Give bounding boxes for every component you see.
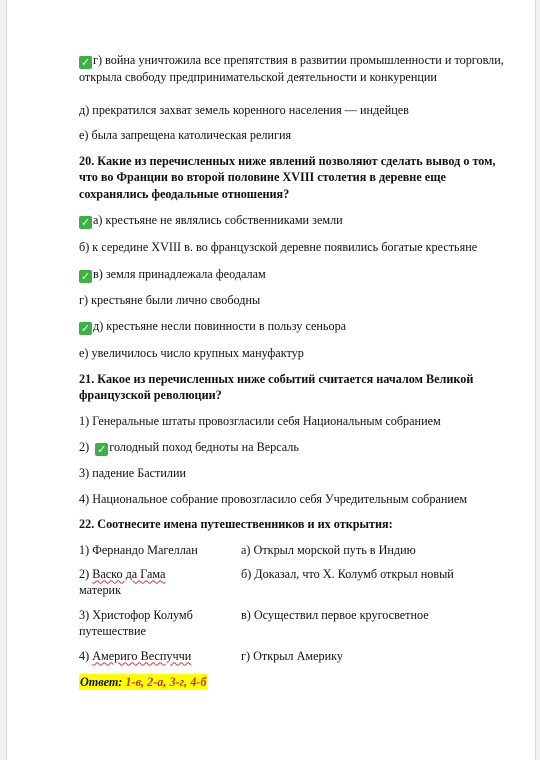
q20-option-b: б) к середине XVIII в. во французской деревне появились богатые крестьяне bbox=[79, 240, 478, 254]
answer-highlight: Ответ: 1-в, 2-а, 3-г, 4-б bbox=[80, 674, 207, 689]
checkmark-icon: ✓ bbox=[80, 56, 91, 69]
q22-left-2: 2) Васко да Гама материк bbox=[79, 566, 166, 597]
q20-option-d: ✓ д) крестьяне несли повинности в пользу сеньора bbox=[80, 319, 347, 335]
q22-answer bbox=[79, 674, 504, 691]
document-content bbox=[79, 52, 504, 690]
q22-row-1 bbox=[79, 542, 504, 558]
q22-row-3 bbox=[79, 607, 504, 640]
checkmark-icon: ✓ bbox=[97, 443, 107, 456]
q22-left-4: 4) Америго Веспуччи bbox=[79, 648, 192, 663]
q20-option-e: е) увеличилось число крупных мануфактур bbox=[79, 346, 304, 360]
q22-right-g: г) Открыл Америку bbox=[241, 648, 343, 663]
q21-question: 21. Какое из перечисленных ниже событий считается началом Великой французской революции? bbox=[79, 371, 474, 402]
q20-option-g: г) крестьяне были лично свободны bbox=[79, 292, 261, 307]
q22-row-2 bbox=[79, 566, 504, 599]
q20-question: 20. Какие из перечисленных ниже явлений позволяют сделать вывод о том, что во Франции во второй половине XVIII столетия в деревне еще сохранялись феодальные отношения? bbox=[79, 153, 496, 201]
q19-option-e: е) была запрещена католическая религия bbox=[79, 128, 292, 142]
q22-right-b: б) Доказал, что Х. Колумб открыл новый bbox=[241, 566, 454, 581]
document-page bbox=[6, 0, 536, 760]
q22-row-4 bbox=[79, 648, 504, 664]
q22-right-a: а) Открыл морской путь в Индию bbox=[241, 542, 416, 557]
q22-right-v: в) Осуществил первое кругосветное bbox=[241, 607, 429, 622]
q20-option-a: ✓ а) крестьяне не являлись собственниками земли bbox=[80, 213, 343, 229]
checkmark-icon: ✓ bbox=[80, 216, 91, 229]
checkmark-icon: ✓ bbox=[80, 322, 91, 335]
checkmark-icon: ✓ bbox=[80, 269, 91, 283]
q19-option-g: ✓ г) война уничтожила все препятствия в развитии промышленности и торговли, открыла свободу предпринимательской деятельности и конкуренции bbox=[79, 53, 504, 84]
q21-option-1: 1) Генеральные штаты провозгласили себя Национальным собранием bbox=[79, 413, 441, 428]
q21-option-4: 4) Национальное собрание провозгласило себя Учредительным собранием bbox=[79, 491, 468, 506]
q19-option-d: д) прекратился захват земель коренного населения — индейцев bbox=[79, 102, 409, 117]
q22-left-3: 3) Христофор Колумб путешествие bbox=[79, 607, 193, 638]
q21-option-3: 3) падение Бастилии bbox=[79, 466, 187, 480]
q21-option-2: 2) ✓ голодный поход бедноты на Версаль bbox=[79, 440, 299, 456]
q22-left-1: 1) Фернандо Магеллан bbox=[79, 542, 198, 557]
q20-option-v: ✓ в) земля принадлежала феодалам bbox=[80, 266, 266, 283]
q22-question: 22. Соотнесите имена путешественников и их открытия: bbox=[79, 517, 393, 531]
